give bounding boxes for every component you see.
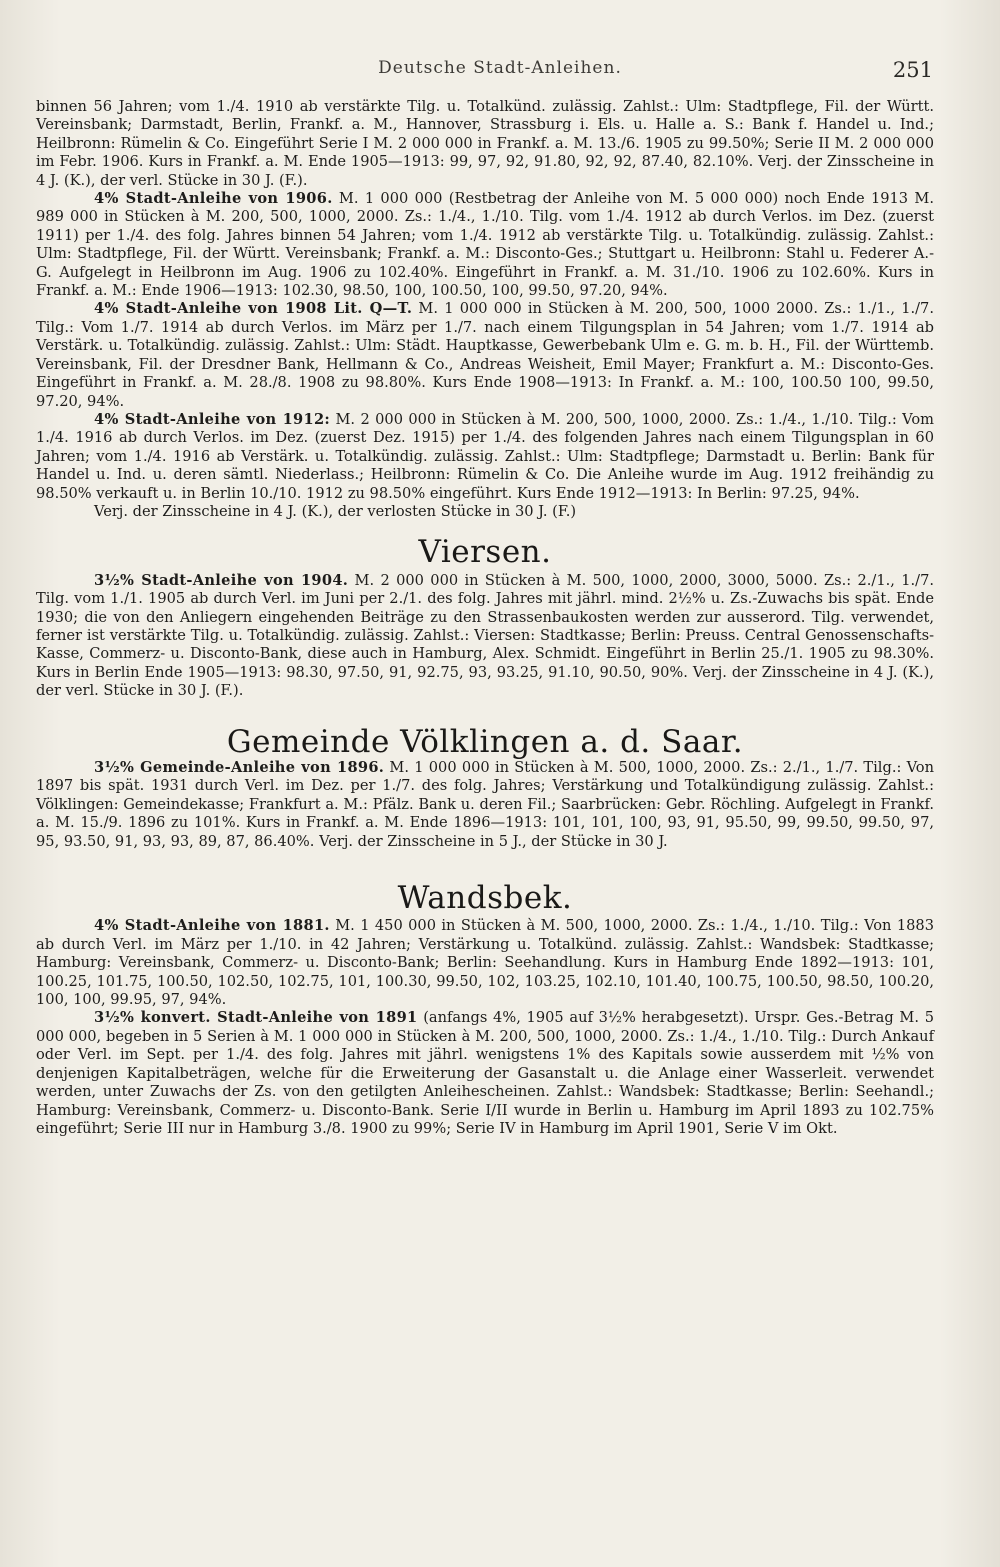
city-heading-viersen: Viersen. [418,534,552,571]
city-heading-voelklingen: Gemeinde Völklingen a. d. Saar. [226,723,744,760]
loan-text-wandsbek-1891: (anfangs 4%, 1905 auf 3½% herabgesetzt). Urspr. Ges.-Betrag M. 5 000 000, begeben in 5 Serien à M. 1 000 000 in Stücken à M. 200, 500, 1000, 2000. Zs.: 1./4., 1./10. Tilg.: Durch Ankauf oder Verl. im Sept. per 1./4. des folg. Jahres mit jährl. wenigstens 1% des Kapitals sowie ausserdem mit ½% von denjenigen Kapitalbeträgen, welche für die Erweiterung der Gasanstalt u. die Anlage einer Wasserleit. verwendet werden, unter Zuwachs der Zs. von den getilgten Anleihescheinen. Zahlst.: Wandsbek: Stadtkasse; Berlin: Seehandl.; Hamburg: Vereinsbank, Commerz- u. Disconto-Bank. Serie I/II wurde in Berlin u. Hamburg im April 1893 zu 102.75% eingeführt; Serie III nur in Hamburg 3./8. 1900 zu 99%; Serie IV in Hamburg im April 1901, Serie V im Okt. [36,1009,934,1137]
section-wandsbek [36,880,934,1138]
paragraph-ulm-verjaehrung: Verj. der Zinsscheine in 4 J. (K.), der verlosten Stücke in 30 J. (F.) [94,502,577,520]
loan-text-voelklingen-1896: M. 1 000 000 in Stücken à M. 500, 1000, 2000. Zs.: 2./1., 1./7. Tilg.: Von 1897 bis spät. 1931 durch Verl. im Dez. per 1./7. des folg. Jahres; Verstärkung und Totalkündigung zulässig. Zahlst.: Völklingen: Gemeindekasse; Frankfurt a. M.: Pfälz. Bank u. deren Fil.; Saarbrücken: Gebr. Röchling. Aufgelegt in Frankf. a. M. 15./9. 1896 zu 101%. Kurs in Frankf. a. M. Ende 1896—1913: 101, 101, 100, 93, 91, 95.50, 99, 99.50, 99.50, 97, 95, 93.50, 91, 93, 93, 89, 87, 86.40%. Verj. der Zinsscheine in 5 J., der Stücke in 30 J. [36,759,934,850]
loan-text-1906: M. 1 000 000 (Restbetrag der Anleihe von M. 5 000 000) noch Ende 1913 M. 989 000 in Stücken à M. 200, 500, 1000, 2000. Zs.: 1./4., 1./10. Tilg. vom 1./4. 1912 ab durch Verlos. im Dez. (zuerst 1911) per 1./4. des folg. Jahres binnen 54 Jahren; vom 1./4. 1912 ab verstärkte Tilg. u. Totalkündig. zulässig. Zahlst.: Ulm: Stadtpflege, Fil. der Württ. Vereinsbank; Frankf. a. M.: Disconto-Ges.; Stuttgart u. Heilbronn: Stahl u. Federer A.-G. Aufgelegt in Heilbronn im Aug. 1906 zu 102.40%. Eingeführt in Frankf. a. M. 31./10. 1906 zu 102.60%. Kurs in Frankf. a. M.: Ende 1906—1913: 102.30, 98.50, 100, 100.50, 100, 99.50, 97.20, 94%. [36,190,934,300]
paragraph-ulm-continuation: binnen 56 Jahren; vom 1./4. 1910 ab verstärkte Tilg. u. Totalkünd. zulässig. Zahlst.: Ulm: Stadtpflege, Fil. der Württ. Vereinsbank; Darmstadt, Berlin, Frankf. a. M., Hannover, Strassburg i. Els. u. Halle a. S.: Bank f. Handel u. Ind.; Heilbronn: Rümelin & Co. Eingeführt Serie I M. 2 000 000 in Frankf. a. M. 13./6. 1905 zu 99.50%; Serie II M. 2 000 000 im Febr. 1906. Kurs in Frankf. a. M. Ende 1905—1913: 99, 97, 92, 91.80, 92, 92, 87.40, 82.10%. Verj. der Zinsscheine in 4 J. (K.), der verl. Stücke in 30 J. (F.). [36,98,934,189]
loan-heading-1908: 4% Stadt-Anleihe von 1908 Lit. Q—T. [94,300,413,318]
page-body [36,98,934,1138]
paragraph-ulm-loan-1908 [36,300,934,410]
page-number: 251 [892,58,933,82]
section-ulm-continued [36,98,934,521]
section-voelklingen [36,723,934,851]
loan-heading-wandsbek-1891: 3½% konvert. Stadt-Anleihe von 1891 [94,1009,418,1027]
loan-text-wandsbek-1881: M. 1 450 000 in Stücken à M. 500, 1000, 2000. Zs.: 1./4., 1./10. Tilg.: Von 1883 ab durch Verl. im März per 1./10. in 42 Jahren; Verstärkung u. Totalkünd. zulässig. Zahlst.: Wandsbek: Stadtkasse; Hamburg: Vereinsbank, Commerz- u. Disconto-Bank; Berlin: Seehandlung. Kurs in Hamburg Ende 1892—1913: 101, 100.25, 101.75, 100.50, 102.50, 102.75, 101, 100.30, 99.50, 102, 103.25, 102.10, 101.40, 100.75, 100.50, 98.50, 100.20, 100, 100, 99.95, 97, 94%. [36,917,934,1009]
paragraph-ulm-loan-1912 [36,411,934,503]
section-viersen [36,534,934,700]
paragraph-voelklingen-loan-1896 [36,759,934,851]
loan-heading-wandsbek-1881: 4% Stadt-Anleihe von 1881. [94,917,330,935]
loan-heading-1906: 4% Stadt-Anleihe von 1906. [94,190,333,208]
loan-heading-voelklingen-1896: 3½% Gemeinde-Anleihe von 1896. [94,759,385,776]
loan-text-viersen-1904: M. 2 000 000 in Stücken à M. 500, 1000, 2000, 3000, 5000. Zs.: 2./1., 1./7. Tilg. vom 1./1. 1905 ab durch Verl. im Juni per 2./1. des folg. Jahres mit jährl. mind. 2½% u. Zs.-Zuwachs bis spät. Ende 1930; die von den Anliegern eingehenden Beiträge zu den Strassenbaukosten werden zur ausserord. Tilg. verwendet, ferner ist verstärkte Tilg. u. Totalkündig. zulässig. Zahlst.: Viersen: Stadtkasse; Berlin: Preuss. Central Genossenschafts-Kasse, Commerz- u. Disconto-Bank, diese auch in Hamburg, Alex. Schmidt. Eingeführt in Berlin 25./1. 1905 zu 98.30%. Kurs in Berlin Ende 1905—1913: 98.30, 97.50, 91, 92.75, 93, 93.25, 91.10, 90.50, 90%. Verj. der Zinsscheine in 4 J. (K.), der verl. Stücke in 30 J. (F.). [36,571,934,700]
loan-heading-1912: 4% Stadt-Anleihe von 1912: [94,410,331,428]
page-header [0,58,1000,88]
running-title: Deutsche Stadt-Anleihen. [378,58,622,78]
city-heading-wandsbek: Wandsbek. [397,880,573,917]
paragraph-ulm-loan-1906 [36,190,934,300]
paragraph-wandsbek-loan-1881 [36,917,934,1009]
loan-text-1912: M. 2 000 000 in Stücken à M. 200, 500, 1000, 2000. Zs.: 1./4., 1./10. Tilg.: Vom 1./4. 1916 ab durch Verlos. im Dez. (zuerst Dez. 1915) per 1./4. des folgenden Jahres nach einem Tilgungsplan in 60 Jahren; vom 1./4. 1916 ab Verstärk. u. Totalkündig. zulässig. Zahlst.: Ulm: Stadtpflege; Darmstadt u. Berlin: Bank für Handel u. Ind. u. deren sämtl. Niederlass.; Heilbronn: Rümelin & Co. Die Anleihe wurde im Aug. 1912 freihändig zu 98.50% verkauft u. in Berlin 10./10. 1912 zu 98.50% eingeführt. Kurs Ende 1912—1913: In Berlin: 97.25, 94%. [36,410,934,502]
paragraph-wandsbek-loan-1891 [36,1009,934,1138]
loan-text-1908: M. 1 000 000 in Stücken à M. 200, 500, 1000 2000. Zs.: 1./1., 1./7. Tilg.: Vom 1./7. 1914 ab durch Verlos. im März per 1./7. nach einem Tilgungsplan in 54 Jahren; vom 1./7. 1914 ab Verstärk. u. Totalkündig. zulässig. Zahlst.: Ulm: Städt. Hauptkasse, Gewerbebank Ulm e. G. m. b. H., Fil. der Württemb. Vereinsbank, Fil. der Dresdner Bank, Hellmann & Co., Andreas Weisheit, Emil Mayer; Frankfurt a. M.: Disconto-Ges. Eingeführt in Frankf. a. M. 28./8. 1908 zu 98.80%. Kurs Ende 1908—1913: In Frankf. a. M.: 100, 100.50 100, 99.50, 97.20, 94%. [36,300,934,410]
loan-heading-viersen-1904: 3½% Stadt-Anleihe von 1904. [94,571,349,589]
paragraph-viersen-loan-1904 [36,572,934,701]
